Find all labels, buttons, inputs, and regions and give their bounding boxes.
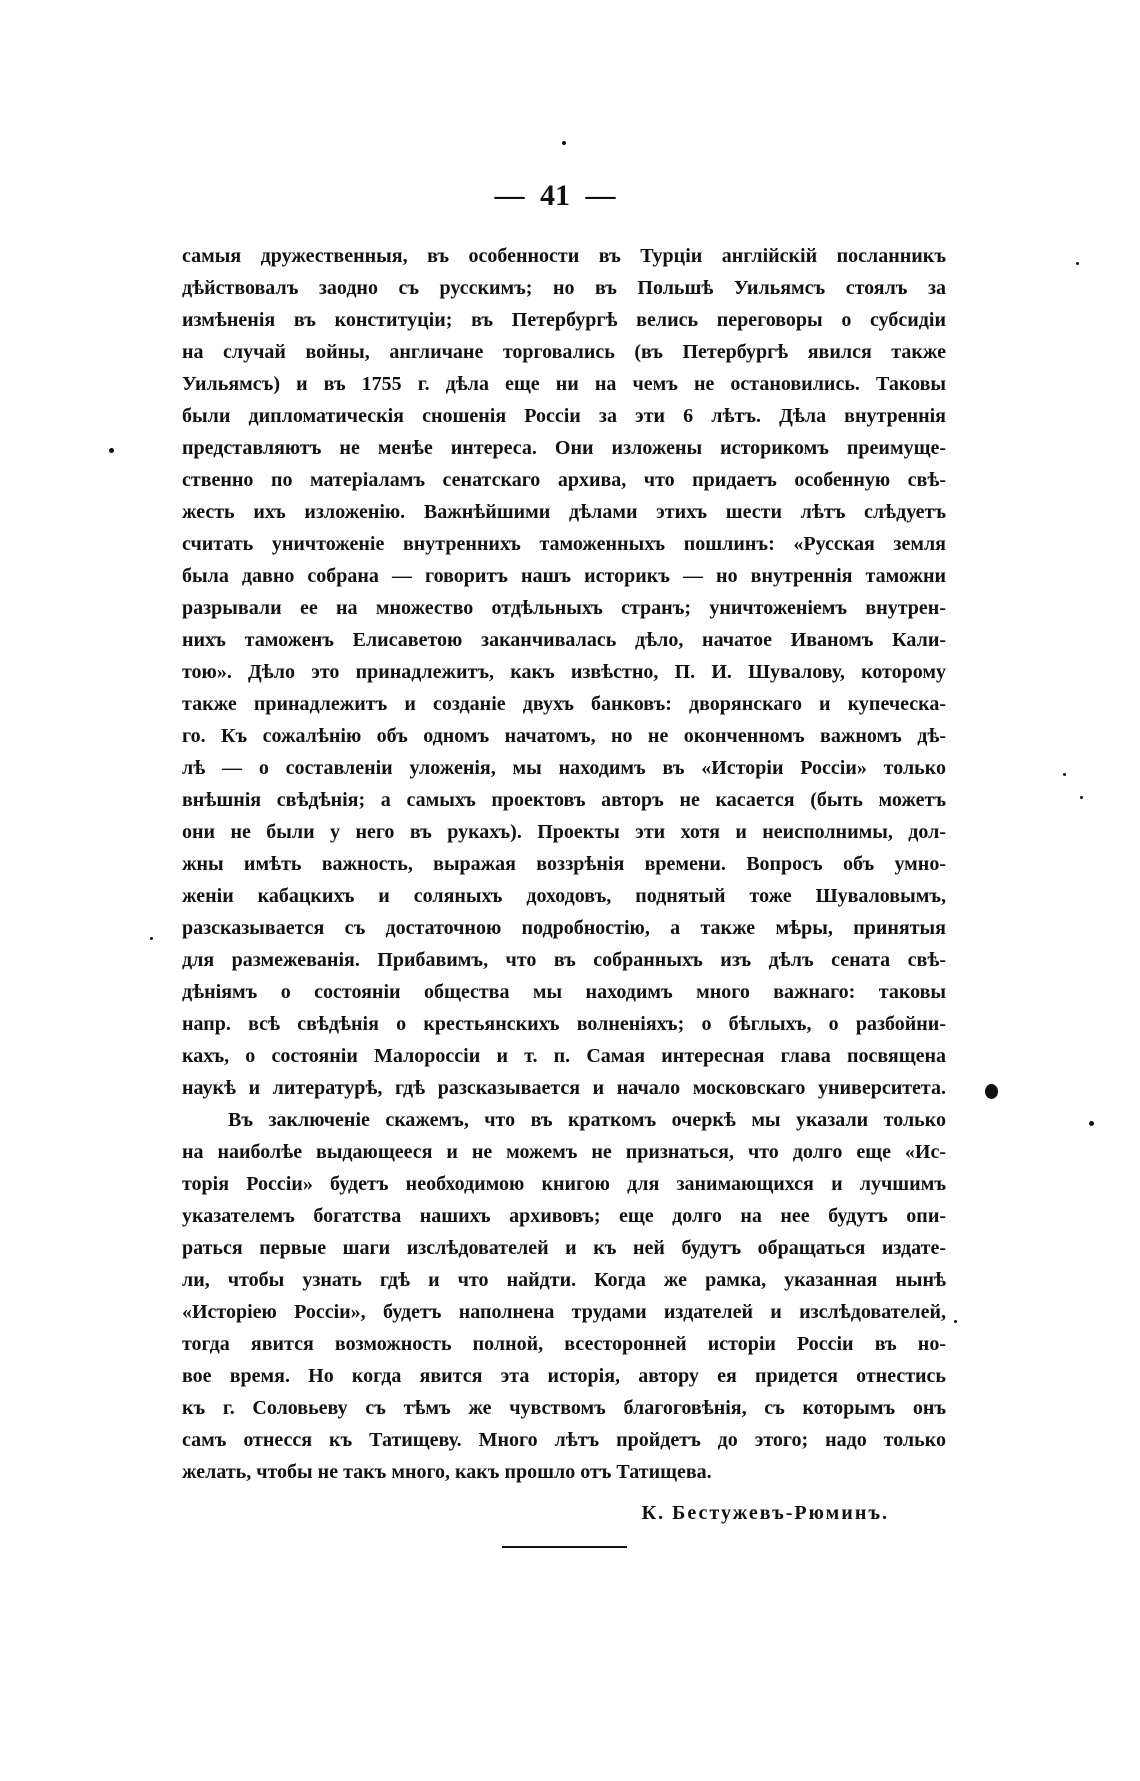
article-text <box>182 240 946 1488</box>
text-line: тогда явится возможность полной, всесторонней исторіи Россіи въ но- <box>182 1333 946 1355</box>
text-line: представляютъ не менѣе интереса. Они изложены историкомъ преимуще- <box>182 437 946 459</box>
text-line: дѣйствовалъ заодно съ русскимъ; но въ Польшѣ Уильямсъ стоялъ за <box>182 277 946 299</box>
ink-speck <box>985 1084 998 1099</box>
text-line: торія Россіи» будетъ необходимою книгою для занимающихся и лучшимъ <box>182 1173 946 1195</box>
text-line: считать уничтоженіе внутреннихъ таможенныхъ пошлинъ: «Русская земля <box>182 533 946 555</box>
text-line: желать, чтобы не такъ много, какъ прошло отъ Татищева. <box>182 1461 712 1483</box>
ink-speck <box>150 937 153 940</box>
text-line: лѣ — о составленіи уложенія, мы находимъ въ «Исторіи Россіи» только <box>182 757 946 779</box>
paragraph <box>182 1104 946 1488</box>
text-line: на случай войны, англичане торговались (въ Петербургѣ явился также <box>182 341 946 363</box>
text-line: Въ заключеніе скажемъ, что въ краткомъ очеркѣ мы указали только <box>228 1109 946 1131</box>
text-line: го. Къ сожалѣнію объ одномъ начатомъ, но не оконченномъ важномъ дѣ- <box>182 725 946 747</box>
ink-speck <box>1063 773 1066 776</box>
text-line: «Исторіею Россіи», будетъ наполнена трудами издателей и изслѣдователей, <box>182 1301 946 1323</box>
ink-speck <box>1076 262 1079 265</box>
text-line: указателемъ богатства нашихъ архивовъ; еще долго на нее будутъ опи- <box>182 1205 946 1227</box>
text-line: Уильямсъ) и въ 1755 г. дѣла еще ни на чемъ не остановились. Таковы <box>182 373 946 395</box>
paragraph <box>182 240 946 1104</box>
text-line: вое время. Но когда явится эта исторія, автору ея придется отнестись <box>182 1365 946 1387</box>
text-line: также принадлежитъ и созданіе двухъ банковъ: дворянскаго и купеческа- <box>182 693 946 715</box>
text-line: была давно собрана — говоритъ нашъ историкъ — но внутреннія таможни <box>182 565 946 587</box>
text-line: на наиболѣе выдающееся и не можемъ не признаться, что долго еще «Ис- <box>182 1141 946 1163</box>
text-line: самыя дружественныя, въ особенности въ Турціи англійскій посланникъ <box>182 245 946 267</box>
text-line: разсказывается съ достаточною подробностію, а также мѣры, принятыя <box>182 917 946 939</box>
text-line: для размежеванія. Прибавимъ, что въ собранныхъ изъ дѣлъ сената свѣ- <box>182 949 946 971</box>
text-line: дѣніямъ о состояніи общества мы находимъ много важнаго: таковы <box>182 981 946 1003</box>
text-line: внѣшнія свѣдѣнія; а самыхъ проектовъ авторъ не касается (быть можетъ <box>182 789 946 811</box>
text-line: они не были у него въ рукахъ). Проекты эти хотя и неисполнимы, дол- <box>182 821 946 843</box>
text-line: жны имѣть важность, выражая воззрѣнія времени. Вопросъ объ умно- <box>182 853 946 875</box>
text-line: разрывали ее на множество отдѣльныхъ странъ; уничтоженіемъ внутрен- <box>182 597 946 619</box>
ink-speck <box>562 141 566 145</box>
ink-speck <box>109 448 114 453</box>
end-rule <box>502 1546 627 1548</box>
text-line: тою». Дѣло это принадлежитъ, какъ извѣстно, П. И. Шувалову, которому <box>182 661 946 683</box>
text-line: къ г. Соловьеву съ тѣмъ же чувствомъ благоговѣнія, съ которымъ онъ <box>182 1397 946 1419</box>
page-number: — 41 — <box>494 179 616 212</box>
text-line: были дипломатическія сношенія Россіи за эти 6 лѣтъ. Дѣла внутреннія <box>182 405 946 427</box>
text-line: раться первые шаги изслѣдователей и къ ней будутъ обращаться издате- <box>182 1237 946 1259</box>
text-line: самъ отнесся къ Татищеву. Много лѣтъ пройдетъ до этого; надо только <box>182 1429 946 1451</box>
text-line: нихъ таможенъ Елисаветою заканчивалась дѣло, начатое Иваномъ Кали- <box>182 629 946 651</box>
ink-speck <box>1080 796 1083 799</box>
text-line: женіи кабацкихъ и соляныхъ доходовъ, поднятый тоже Шуваловымъ, <box>182 885 946 907</box>
text-line: напр. всѣ свѣдѣнія о крестьянскихъ волненіяхъ; о бѣглыхъ, о разбойни- <box>182 1013 946 1035</box>
text-line: жесть ихъ изложенію. Важнѣйшими дѣлами этихъ шести лѣтъ слѣдуетъ <box>182 501 946 523</box>
text-line: измѣненія въ конституціи; въ Петербургѣ велись переговоры о субсидіи <box>182 309 946 331</box>
text-line: кахъ, о состояніи Малороссіи и т. п. Самая интересная глава посвящена <box>182 1045 946 1067</box>
text-line: ли, чтобы узнать гдѣ и что найдти. Когда же рамка, указанная нынѣ <box>182 1269 946 1291</box>
author-signature: К. Бестужевъ-Рюминъ. <box>641 1502 889 1524</box>
text-line: ственно по матеріаламъ сенатскаго архива, что придаетъ особенную свѣ- <box>182 469 946 491</box>
ink-speck <box>954 1320 957 1323</box>
ink-speck <box>1089 1121 1094 1126</box>
text-line: наукѣ и литературѣ, гдѣ разсказывается и начало московскаго университета. <box>182 1077 946 1099</box>
